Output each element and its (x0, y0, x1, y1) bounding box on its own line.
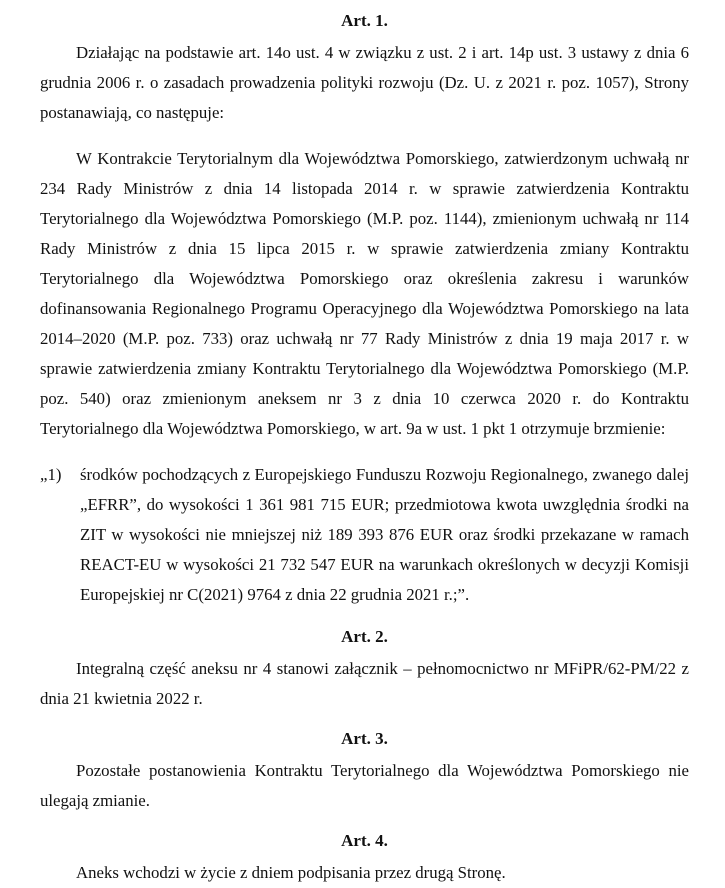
article-paragraph: Pozostałe postanowienia Kontraktu Terytorialnego dla Województwa Pomorskiego nie ulegają zmianie. (40, 761, 689, 810)
article-heading: Art. 1. (341, 11, 388, 30)
article-4 (40, 828, 689, 888)
list-item-text: środków pochodzących z Europejskiego Funduszu Rozwoju Regionalnego, zwanego dalej „EFRR”, do wysokości 1 361 981 715 EUR; przedmiotowa kwota uwzględnia środki na ZIT w wysokości nie mniejszej niż 189 393 876 EUR oraz środki przekazane w ramach REACT-EU w wysokości 21 732 547 EUR na warunkach określonych w decyzji Komisji Europejskiej nr C(2021) 9764 z dnia 22 grudnia 2021 r.;”. (80, 465, 689, 604)
article-2 (40, 624, 689, 714)
article-paragraph: Integralną część aneksu nr 4 stanowi załącznik – pełnomocnictwo nr MFiPR/62-PM/22 z dnia 21 kwietnia 2022 r. (40, 659, 689, 708)
article-1 (40, 8, 689, 610)
article-heading: Art. 4. (341, 831, 388, 850)
amended-point (40, 460, 689, 610)
list-item-number: „1) (40, 465, 62, 484)
article-paragraph: Aneks wchodzi w życie z dniem podpisania przez drugą Stronę. (76, 863, 506, 882)
article-heading: Art. 2. (341, 627, 388, 646)
article-paragraph: W Kontrakcie Terytorialnym dla Województwa Pomorskiego, zatwierdzonym uchwałą nr 234 Rady Ministrów z dnia 14 listopada 2014 r. w sprawie zatwierdzenia Kontraktu Terytorialnego dla Województwa Pomorskiego (M.P. poz. 1144), zmienionym uchwałą nr 114 Rady Ministrów z dnia 15 lipca 2015 r. w sprawie zatwierdzenia zmiany Kontraktu Terytorialnego dla Województwa Pomorskiego oraz określenia zakresu i warunków dofinansowania Regionalnego Programu Operacyjnego dla Województwa Pomorskiego na lata 2014–2020 (M.P. poz. 733) oraz uchwałą nr 77 Rady Ministrów z dnia 19 maja 2017 r. w sprawie zatwierdzenia zmiany Kontraktu Terytorialnego dla Województwa Pomorskiego (M.P. poz. 540) oraz zmienionym aneksem nr 3 z dnia 10 czerwca 2020 r. do Kontraktu Terytorialnego dla Województwa Pomorskiego, w art. 9a w ust. 1 pkt 1 otrzymuje brzmienie: (40, 149, 689, 438)
article-heading: Art. 3. (341, 729, 388, 748)
article-paragraph: Działając na podstawie art. 14o ust. 4 w związku z ust. 2 i art. 14p ust. 3 ustawy z dnia 6 grudnia 2006 r. o zasadach prowadzenia polityki rozwoju (Dz. U. z 2021 r. poz. 1057), Strony postanawiają, co następuje: (40, 43, 689, 122)
article-3 (40, 726, 689, 816)
